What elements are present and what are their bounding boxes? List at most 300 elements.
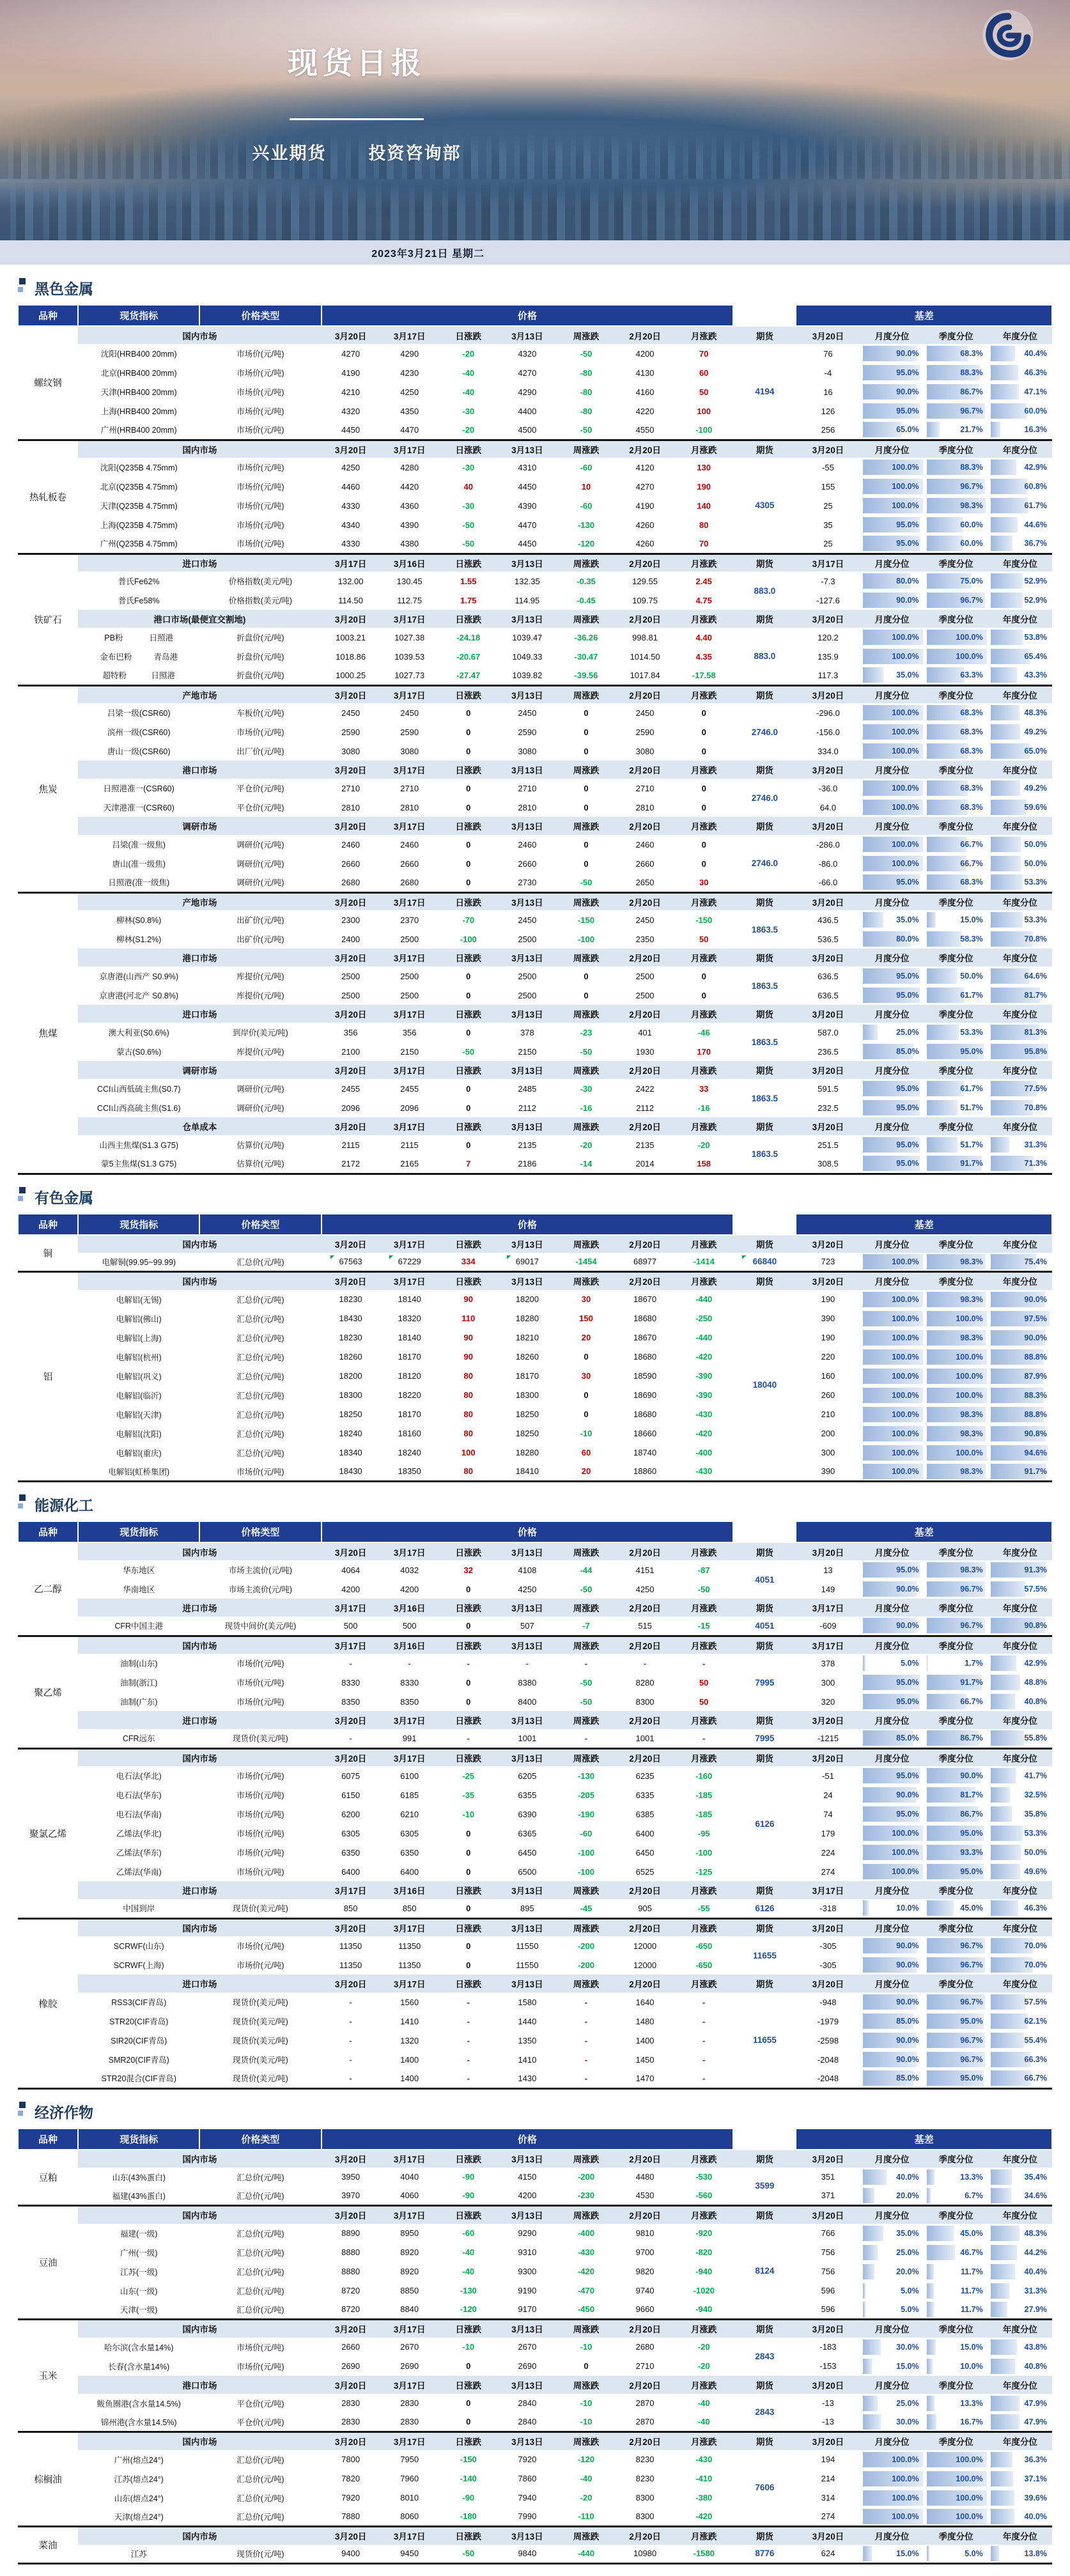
- percentile-bar: [863, 1156, 923, 1171]
- price-type-cell: 汇总价(元/吨): [236, 2229, 284, 2238]
- percentile-bar: [863, 2245, 923, 2260]
- price-cell: 2135: [635, 1140, 655, 1150]
- percentile-value: 51.7%: [960, 1103, 983, 1112]
- futures-cell: 4194: [755, 386, 775, 396]
- date-column-header: 3月20日: [322, 326, 380, 344]
- indicator-cell: [78, 647, 199, 666]
- price-cell: 7940: [518, 2493, 537, 2502]
- price-cell: 2450: [635, 915, 655, 925]
- percentile-value: 100.0%: [892, 747, 919, 756]
- department-name: 投资咨询部: [368, 144, 461, 163]
- price-type-cell: 市场价(元/吨): [236, 1942, 284, 1951]
- data-row: [18, 1936, 1052, 1955]
- price-cell: -50: [580, 1046, 593, 1057]
- percentile-value: 30.0%: [896, 2342, 919, 2352]
- indicator-cell: 电解铝(巩义): [116, 1372, 162, 1381]
- data-row: [18, 515, 1052, 534]
- price-cell: -: [349, 2016, 352, 2026]
- percentile-bar: [863, 517, 923, 532]
- date-column-header: 3月13日: [498, 817, 557, 835]
- percentile-bar: [991, 2070, 1051, 2086]
- percentile-bar: [863, 2396, 923, 2411]
- percentile-value: 11.7%: [960, 2267, 983, 2276]
- percentile-value: 34.6%: [1024, 2191, 1047, 2200]
- percentile-bar: [991, 2188, 1051, 2203]
- price-type-cell: 现货价(美元/吨): [233, 2074, 288, 2084]
- percentile-column-header: 季度分位: [924, 1272, 988, 1290]
- price-cell: 2830: [400, 2417, 419, 2427]
- variety-label: 聚乙烯: [18, 1636, 78, 1748]
- market-subheader-row: [18, 1599, 1052, 1617]
- indicator-part: 日照港: [149, 633, 174, 642]
- variety-label: 铝: [18, 1272, 78, 1482]
- data-row: [18, 1692, 1052, 1711]
- price-cell: 2455: [400, 1083, 419, 1094]
- percentile-bar: [927, 874, 987, 890]
- market-label: 进口市场: [78, 1975, 321, 1992]
- basis-cell: 587.0: [818, 1027, 839, 1037]
- market-label: 进口市场: [78, 1005, 321, 1023]
- percentile-bar: [927, 705, 987, 720]
- percentile-bar: [991, 1464, 1051, 1479]
- market-label: 进口市场: [78, 1599, 321, 1617]
- basis-cell: 260: [821, 1390, 835, 1400]
- percentile-bar: [863, 649, 923, 664]
- price-cell: 0: [584, 971, 589, 981]
- price-cell: 2590: [400, 727, 419, 737]
- percentile-bar: [927, 856, 987, 871]
- date-column-header: 2月20日: [616, 2320, 674, 2338]
- date-column-header: 日涨跌: [439, 2320, 498, 2338]
- price-cell: 2112: [636, 1103, 655, 1113]
- percentile-bar: [927, 1292, 987, 1307]
- percentile-cell: [860, 1154, 924, 1174]
- percentile-value: 100.0%: [892, 2455, 919, 2464]
- percentile-value: 100.0%: [892, 784, 919, 793]
- percentile-cell: [860, 722, 924, 741]
- price-cell: 8230: [635, 2455, 655, 2464]
- date-column-header: 2月20日: [616, 1711, 674, 1729]
- indicator-cell: 电解铝(杭州): [116, 1353, 162, 1362]
- percentile-cell: [924, 1367, 988, 1386]
- price-cell: 50: [699, 387, 709, 397]
- basis-cell: 274: [821, 2511, 835, 2522]
- percentile-value: 96.7%: [960, 596, 983, 605]
- percentile-value: 20.0%: [896, 2267, 919, 2276]
- price-cell: 2500: [518, 971, 537, 981]
- percentile-bar: [863, 460, 923, 475]
- basis-cell: 25: [823, 538, 833, 548]
- price-cell: 4260: [635, 538, 655, 548]
- percentile-cell: [988, 854, 1052, 873]
- percentile-cell: [860, 2050, 924, 2069]
- percentile-value: 51.7%: [960, 1140, 983, 1149]
- price-cell: 4220: [635, 406, 655, 416]
- percentile-value: 100.0%: [892, 633, 919, 642]
- indicator-cell: 电解铝(无锡): [116, 1295, 162, 1305]
- percentile-bar: [863, 1675, 923, 1690]
- price-cell: -10: [580, 2398, 593, 2408]
- basis-date-header: 3月20日: [796, 2320, 860, 2338]
- percentile-bar: [927, 1445, 987, 1461]
- data-row: [18, 835, 1052, 854]
- market-subheader-row: [18, 1235, 1052, 1253]
- price-cell: -10: [462, 2342, 475, 2352]
- price-cell: -200: [577, 2172, 594, 2182]
- price-cell: 7960: [400, 2474, 419, 2483]
- percentile-bar: [991, 2452, 1051, 2467]
- percentile-value: 90.8%: [1024, 1621, 1047, 1631]
- price-cell: -7: [582, 1620, 590, 1631]
- price-cell: -17.58: [692, 670, 716, 680]
- basis-cell: 16: [823, 387, 833, 397]
- price-cell: 0: [701, 990, 706, 1000]
- price-cell: 1.75: [460, 595, 477, 605]
- price-cell: 8350: [341, 1696, 361, 1707]
- percentile-bar: [991, 2414, 1051, 2430]
- price-cell: 60: [699, 368, 709, 378]
- percentile-cell: [988, 1405, 1052, 1424]
- price-cell: 0: [466, 2417, 471, 2427]
- col-basis-group: 基差: [796, 305, 1052, 326]
- percentile-value: 100.0%: [956, 2511, 983, 2521]
- percentile-cell: [924, 873, 988, 892]
- indicator-cell: SMR20(CIF青岛): [108, 2056, 169, 2065]
- percentile-value: 5.0%: [901, 2286, 919, 2295]
- percentile-cell: [860, 1023, 924, 1042]
- percentile-bar: [927, 2245, 987, 2260]
- percentile-bar: [927, 1100, 987, 1115]
- indicator-cell: 电解铝(上海): [116, 1333, 162, 1343]
- indicator-cell: 江苏(熔点24°): [114, 2474, 164, 2484]
- percentile-value: 96.7%: [960, 1585, 983, 1594]
- date-column-header: 3月13日: [498, 1117, 557, 1135]
- data-row: [18, 2450, 1052, 2469]
- percentile-cell: [924, 1692, 988, 1711]
- indicator-part: 金布巴粉: [100, 653, 132, 662]
- price-cell: 11350: [339, 1960, 362, 1970]
- percentile-value: 40.4%: [1024, 349, 1047, 358]
- percentile-value: 66.7%: [960, 859, 983, 868]
- percentile-value: 47.9%: [1024, 2417, 1047, 2426]
- percentile-bar: [991, 479, 1051, 494]
- price-cell: 8230: [635, 2474, 655, 2483]
- market-subheader-row: [18, 1636, 1052, 1654]
- date-column-header: 3月20日: [322, 440, 380, 458]
- basis-cell: 390: [821, 1466, 835, 1477]
- percentile-value: 30.0%: [896, 2417, 919, 2426]
- price-cell: 18670: [633, 1333, 657, 1342]
- price-cell: 9810: [635, 2228, 655, 2238]
- price-cell: 0: [584, 802, 589, 812]
- price-cell: 18260: [339, 1352, 362, 1362]
- percentile-bar: [991, 1826, 1051, 1841]
- price-cell: 114.95: [515, 595, 540, 605]
- percentile-cell: [924, 1824, 988, 1843]
- price-cell: -50: [580, 348, 593, 359]
- date-column-header: 3月13日: [498, 1005, 557, 1023]
- percentile-value: 32.5%: [1024, 1790, 1047, 1799]
- percentile-value: 75.4%: [1024, 1257, 1047, 1266]
- indicator-cell: 山东(一级): [120, 2286, 158, 2296]
- data-row: [18, 1386, 1052, 1405]
- price-cell: 4470: [400, 424, 419, 435]
- percentile-bar: [991, 573, 1051, 589]
- percentile-cell: [988, 1328, 1052, 1347]
- percentile-cell: [860, 2508, 924, 2527]
- percentile-cell: [860, 1673, 924, 1692]
- price-type-cell: 调研价(元/吨): [236, 878, 284, 888]
- percentile-cell: [860, 986, 924, 1005]
- price-cell: 18300: [339, 1390, 362, 1400]
- date-column-header: 月涨跌: [674, 1711, 733, 1729]
- price-cell: -: [584, 2016, 588, 2026]
- percentile-bar: [927, 780, 987, 796]
- date-column-header: 2月20日: [616, 610, 674, 628]
- indicator-cell: 天津(一级): [120, 2305, 158, 2315]
- date-column-header: 月涨跌: [674, 1975, 733, 1992]
- price-cell: 1039.82: [512, 670, 543, 680]
- price-cell: 18250: [515, 1409, 539, 1419]
- price-cell: 500: [343, 1620, 358, 1631]
- price-cell: -185: [695, 1790, 713, 1800]
- price-cell: 69017: [498, 1253, 557, 1272]
- percentile-bar: [863, 874, 923, 890]
- percentile-bar: [927, 1369, 987, 1384]
- percentile-bar: [863, 1388, 923, 1403]
- percentile-bar: [863, 1464, 923, 1479]
- price-type-cell: 汇总价(元/吨): [236, 2512, 284, 2522]
- price-type-cell: 市场价(元/吨): [236, 369, 284, 378]
- percentile-cell: [924, 1843, 988, 1862]
- percentile-column-header: 月度分位: [860, 1005, 924, 1023]
- price-cell: 18160: [398, 1429, 421, 1438]
- percentile-value: 100.0%: [892, 1466, 919, 1476]
- price-type-cell: 汇总价(元/吨): [236, 1333, 284, 1343]
- percentile-cell: [988, 1309, 1052, 1328]
- price-cell: 7: [466, 1158, 471, 1168]
- price-cell: 850: [402, 1903, 417, 1913]
- variety-label: 豆油: [18, 2206, 78, 2320]
- price-cell: 9820: [635, 2267, 655, 2276]
- percentile-value: 100.0%: [892, 2474, 919, 2483]
- percentile-column-header: 月度分位: [860, 1918, 924, 1936]
- section-title-nonferrous-metals: 有色金属: [17, 1186, 1053, 1207]
- percentile-bar: [863, 2471, 923, 2487]
- col-futures-gap: [733, 305, 796, 326]
- price-cell: -: [349, 1658, 352, 1668]
- date-column-header: 3月17日: [380, 1061, 439, 1079]
- percentile-value: 100.0%: [892, 859, 919, 868]
- date-column-header: 日涨跌: [439, 326, 498, 344]
- price-cell: -560: [695, 2191, 713, 2201]
- price-cell: 850: [343, 1903, 358, 1913]
- price-cell: -30: [580, 1083, 593, 1094]
- date-column-header: 周涨跌: [557, 1061, 616, 1079]
- price-cell: 1410: [400, 2016, 419, 2026]
- indicator-cell: 电解铝(沈阳): [116, 1429, 162, 1439]
- price-cell: -20: [697, 2361, 710, 2371]
- percentile-cell: [860, 2394, 924, 2413]
- price-cell: -380: [695, 2493, 713, 2502]
- price-cell: 4550: [635, 424, 655, 435]
- price-cell: -1580: [693, 2549, 715, 2559]
- price-cell: 158: [697, 1158, 711, 1168]
- percentile-value: 41.7%: [1024, 1771, 1047, 1780]
- basis-cell: 76: [823, 348, 833, 359]
- data-row: [18, 496, 1052, 515]
- percentile-column-header: 月度分位: [860, 1599, 924, 1617]
- price-cell: 4120: [635, 462, 655, 472]
- percentile-column-header: 年度分位: [988, 1272, 1052, 1290]
- percentile-bar: [863, 1349, 923, 1365]
- price-cell: -50: [462, 538, 475, 548]
- price-cell: -30.47: [574, 651, 598, 662]
- price-cell: 0: [701, 708, 706, 718]
- indicator-cell: 澳大利亚(S0.6%): [108, 1028, 169, 1037]
- percentile-value: 35.0%: [896, 915, 919, 924]
- market-label: 港口市场: [78, 2376, 321, 2394]
- basis-date-header: 3月17日: [796, 1636, 860, 1654]
- data-row: [18, 363, 1052, 382]
- date-column-header: 周涨跌: [557, 1272, 616, 1290]
- price-type-cell: 汇总价(元/吨): [236, 2173, 284, 2182]
- price-type-cell: 市场价(元/吨): [236, 1849, 284, 1858]
- date-column-header: 月涨跌: [674, 2527, 733, 2545]
- percentile-value: 62.1%: [1024, 2017, 1047, 2026]
- price-cell: -80: [580, 406, 593, 416]
- percentile-bar: [927, 479, 987, 494]
- indicator-cell: 油制(广东): [120, 1698, 158, 1707]
- percentile-value: 90.0%: [896, 387, 919, 396]
- percentile-cell: [860, 1309, 924, 1328]
- price-cell: 0: [584, 746, 589, 756]
- price-cell: -16: [580, 1103, 593, 1113]
- percentile-column-header: 季度分位: [924, 1235, 988, 1253]
- percentile-cell: [924, 363, 988, 382]
- basis-cell: -153: [819, 2361, 837, 2371]
- date-column-header: 周涨跌: [557, 2320, 616, 2338]
- percentile-cell: [924, 1098, 988, 1117]
- market-subheader-row: [18, 2376, 1052, 2394]
- percentile-value: 43.3%: [1024, 671, 1047, 680]
- date-column-header: 周涨跌: [557, 892, 616, 910]
- market-label: 港口市场(最便宜交割地): [78, 610, 321, 628]
- percentile-bar: [863, 2013, 923, 2029]
- percentile-cell: [988, 515, 1052, 534]
- price-cell: 4450: [518, 538, 537, 548]
- data-row: [18, 2262, 1052, 2281]
- percentile-bar: [927, 1656, 987, 1671]
- percentile-column-header: 季度分位: [924, 685, 988, 703]
- date-column-header: 2月20日: [616, 1272, 674, 1290]
- price-cell: -23: [580, 1027, 593, 1037]
- price-cell: -30: [462, 406, 475, 416]
- percentile-bar: [991, 1957, 1051, 1973]
- data-row: [18, 1729, 1052, 1748]
- price-cell: 2710: [341, 783, 361, 793]
- price-cell: -46: [697, 1027, 710, 1037]
- percentile-value: 100.0%: [892, 482, 919, 491]
- date-column-header: 周涨跌: [557, 1599, 616, 1617]
- price-cell: 4200: [400, 1584, 419, 1594]
- market-subheader-row: [18, 817, 1052, 835]
- futures-column-header: 期货: [733, 761, 796, 779]
- indicator-cell: 山东(熔点24°): [114, 2494, 164, 2503]
- price-cell: 114.50: [338, 595, 363, 605]
- percentile-value: 15.0%: [960, 2342, 983, 2352]
- date-column-header: 2月20日: [616, 1975, 674, 1992]
- percentile-bar: [927, 988, 987, 1003]
- percentile-value: 100.0%: [892, 708, 919, 717]
- percentile-cell: [924, 2069, 988, 2088]
- price-cell: -205: [577, 1790, 594, 1800]
- price-cell: 109.75: [632, 595, 658, 605]
- percentile-cell: [924, 2508, 988, 2527]
- price-cell: -50: [462, 520, 475, 530]
- date-column-header: 3月13日: [498, 1235, 557, 1253]
- percentile-cell: [988, 910, 1052, 929]
- indicator-cell: SCRWF(上海): [113, 1961, 164, 1970]
- price-cell: -420: [577, 2267, 594, 2276]
- indicator-cell: 山西主焦煤(S1.3 G75): [99, 1141, 179, 1150]
- price-cell: 2810: [518, 802, 537, 812]
- date-column-header: 3月20日: [322, 1918, 380, 1936]
- price-cell: 2300: [341, 915, 361, 925]
- percentile-bar: [927, 1311, 987, 1326]
- price-type-cell: 调研价(元/吨): [236, 1104, 284, 1113]
- city-skyline-near: [0, 182, 1070, 240]
- price-cell: 515: [638, 1620, 652, 1631]
- percentile-column-header: 季度分位: [924, 1711, 988, 1729]
- price-cell: -: [702, 1658, 706, 1668]
- percentile-value: 66.3%: [1024, 2055, 1047, 2064]
- futures-cell: 2746.0: [751, 793, 778, 803]
- variety-label: 豆粕: [18, 2150, 78, 2206]
- percentile-value: 52.9%: [1024, 596, 1047, 605]
- percentile-cell: [988, 2357, 1052, 2376]
- market-label: 产地市场: [78, 685, 321, 703]
- price-cell: 2870: [635, 2398, 655, 2408]
- percentile-bar: [927, 1938, 987, 1953]
- percentile-column-header: 季度分位: [924, 892, 988, 910]
- percentile-cell: [860, 1405, 924, 1424]
- percentile-cell: [924, 2262, 988, 2281]
- price-type-cell: 折盘价(元/吨): [236, 633, 284, 642]
- price-cell: 0: [701, 802, 706, 812]
- futures-column-header: 期货: [733, 1748, 796, 1766]
- percentile-value: 96.7%: [960, 2055, 983, 2064]
- price-cell: -: [643, 1658, 647, 1668]
- date-column-header: 月涨跌: [674, 1599, 733, 1617]
- percentile-cell: [924, 421, 988, 440]
- percentile-bar: [863, 479, 923, 494]
- percentile-value: 100.0%: [892, 1352, 919, 1362]
- percentile-value: 98.3%: [960, 1294, 983, 1304]
- percentile-column-header: 季度分位: [924, 1636, 988, 1654]
- percentile-value: 90.0%: [896, 1790, 919, 1799]
- price-cell: 0: [584, 2361, 589, 2371]
- percentile-cell: [924, 1785, 988, 1804]
- basis-cell: 300: [821, 1448, 835, 1457]
- table-header-row: [18, 305, 1052, 326]
- percentile-value: 100.0%: [892, 1333, 919, 1342]
- table-header-row: [18, 2129, 1052, 2150]
- price-type-cell: 汇总价(元/吨): [236, 1429, 284, 1439]
- price-cell: -50: [462, 1046, 475, 1057]
- percentile-cell: [860, 401, 924, 421]
- percentile-bar: [927, 460, 987, 475]
